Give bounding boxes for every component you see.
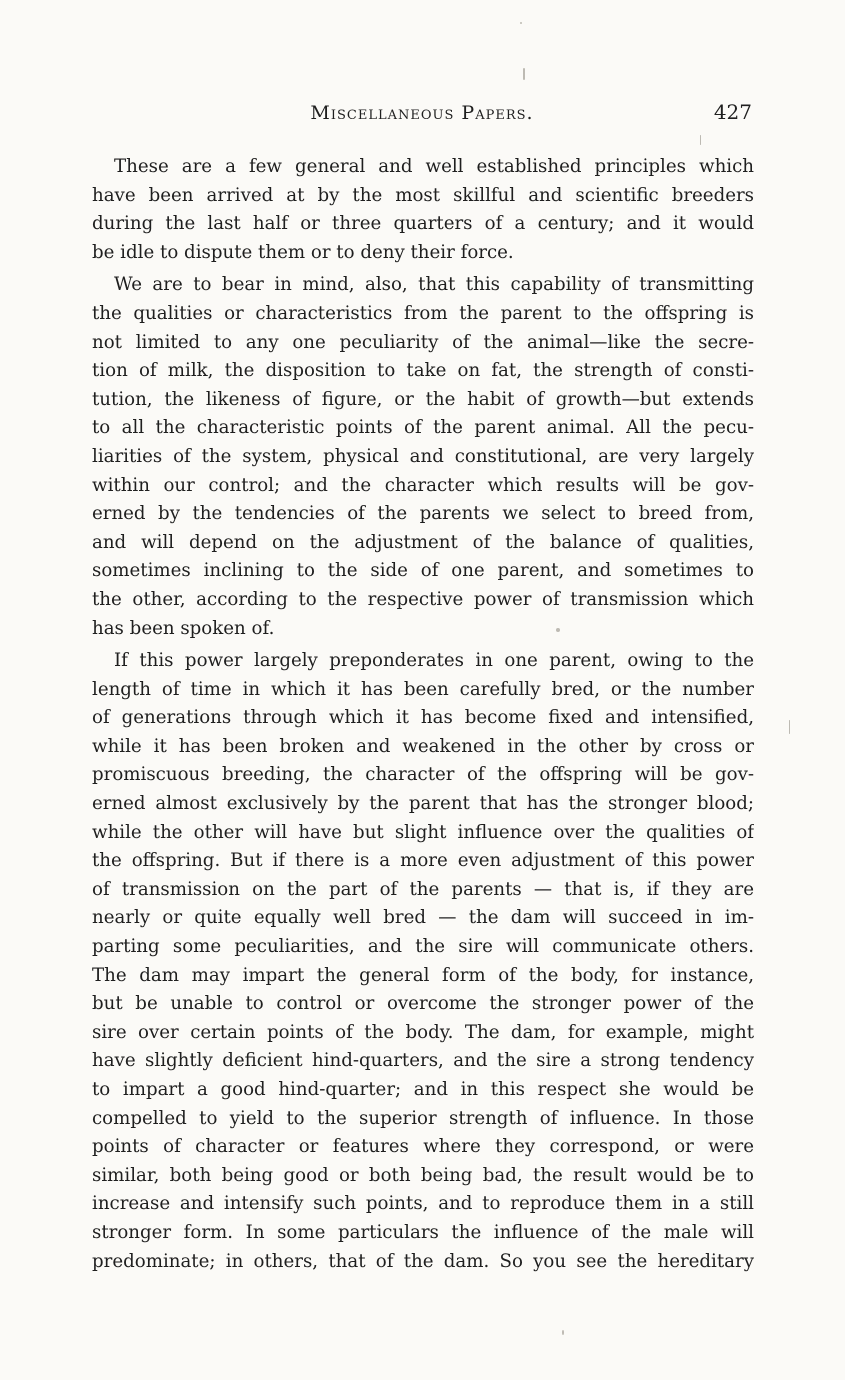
- text-line: the qualities or characteristics from the parent to the offspring is: [92, 302, 754, 324]
- text-line: parting some peculiarities, and the sire will communicate others.: [92, 936, 754, 958]
- text-line: We are to bear in mind, also, that this capability of transmitting: [114, 274, 754, 296]
- text-line: to all the characteristic points of the parent animal. All the pecu-: [92, 417, 754, 439]
- text-line: and will depend on the adjustment of the balance of qualities,: [92, 531, 754, 553]
- text-line: erned by the tendencies of the parents we select to breed from,: [92, 503, 754, 525]
- text-line: of generations through which it has become fixed and intensified,: [92, 707, 754, 729]
- text-line: stronger form. In some particulars the influence of the male will: [92, 1221, 754, 1243]
- text-line: during the last half or three quarters of a century; and it would: [92, 213, 754, 235]
- text-line: increase and intensify such points, and to reproduce them in a still: [92, 1193, 754, 1215]
- text-line: have slightly deficient hind-quarters, and the sire a strong tendency: [92, 1050, 754, 1072]
- paper-speck: [700, 135, 701, 145]
- paragraph-3: [92, 647, 754, 1276]
- body-text: [92, 153, 754, 1280]
- text-line: length of time in which it has been carefully bred, or the number: [92, 678, 754, 700]
- page-number: 427: [713, 100, 752, 124]
- text-line: the other, according to the respective power of transmission which: [92, 588, 754, 610]
- paragraph-1: [92, 153, 754, 267]
- text-line: nearly or quite equally well bred — the dam will succeed in im-: [92, 907, 754, 929]
- text-line: within our control; and the character which results will be gov-: [92, 474, 754, 496]
- text-line: compelled to yield to the superior strength of influence. In those: [92, 1107, 754, 1129]
- paper-speck: [562, 1330, 564, 1335]
- text-line: of transmission on the part of the parents — that is, if they are: [92, 878, 754, 900]
- page-header: [92, 102, 752, 130]
- text-line: points of character or features where they correspond, or were: [92, 1136, 754, 1158]
- text-line: erned almost exclusively by the parent that has the stronger blood;: [92, 793, 754, 815]
- text-line: but be unable to control or overcome the stronger power of the: [92, 993, 754, 1015]
- text-line: has been spoken of.: [92, 617, 275, 639]
- paper-speck: [520, 22, 522, 24]
- text-line: predominate; in others, that of the dam. So you see the hereditary: [92, 1250, 754, 1272]
- text-line: to impart a good hind-quarter; and in this respect she would be: [92, 1079, 754, 1100]
- text-line: liarities of the system, physical and constitutional, are very largely: [92, 445, 754, 467]
- text-line: similar, both being good or both being bad, the result would be to: [92, 1164, 754, 1186]
- text-line: while the other will have but slight influence over the qualities of: [92, 821, 754, 843]
- text-line: the offspring. But if there is a more even adjustment of this power: [92, 850, 754, 872]
- text-line: sire over certain points of the body. The dam, for example, might: [92, 1021, 754, 1043]
- text-line: promiscuous breeding, the character of the offspring will be gov-: [92, 764, 754, 786]
- paragraph-2: [92, 271, 754, 643]
- text-line: tion of milk, the disposition to take on fat, the strength of consti-: [92, 360, 754, 382]
- text-line: while it has been broken and weakened in the other by cross or: [92, 735, 754, 757]
- text-line: not limited to any one peculiarity of the animal—like the secre-: [92, 331, 754, 353]
- text-line: have been arrived at by the most skillful and scientific breeders: [92, 184, 754, 206]
- text-line: be idle to dispute them or to deny their force.: [92, 241, 514, 263]
- text-line: tution, the likeness of figure, or the habit of growth—but extends: [92, 388, 754, 410]
- text-line: If this power largely preponderates in one parent, owing to the: [114, 650, 754, 672]
- text-line: These are a few general and well established principles which: [114, 156, 754, 177]
- paper-speck: [523, 68, 525, 80]
- paper-speck: [789, 720, 790, 734]
- text-line: The dam may impart the general form of the body, for instance,: [92, 964, 754, 986]
- running-title: Miscellaneous Papers.: [310, 102, 534, 124]
- text-line: sometimes inclining to the side of one parent, and sometimes to: [92, 560, 754, 582]
